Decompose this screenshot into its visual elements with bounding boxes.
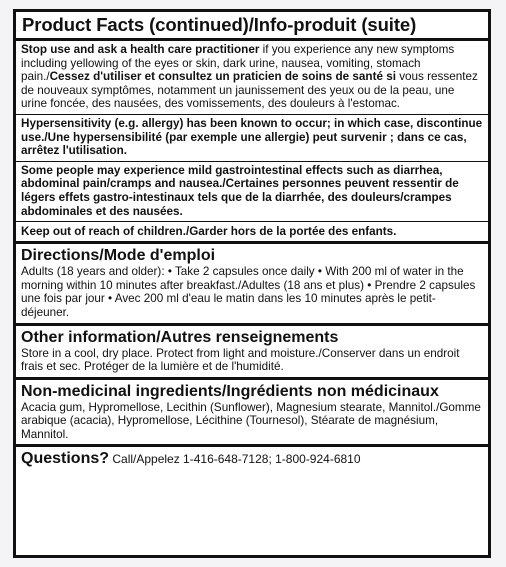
other-info-title: Other information/Autres renseignements — [21, 328, 339, 346]
questions-phone: Call/Appelez 1-416-648-7128; 1-800-924-6810 — [109, 452, 361, 467]
stop-use-text-en: if you experience any new symptoms including yellowing of the eyes or skin, dark urine, nausea, vomiting, stomach pain./ — [21, 43, 455, 84]
product-facts-panel — [13, 9, 491, 558]
non-medicinal-title: Non-medicinal ingredients/Ingrédients non médicinaux — [21, 382, 439, 400]
other-info-text: Store in a cool, dry place. Protect from light and moisture./Conserver dans un endroit frais et sec. Protéger de la lumière et de l'humidité. — [21, 346, 460, 374]
non-medicinal-section — [16, 380, 488, 448]
keep-out-section: Keep out of reach of children./Garder hors de la portée des enfants. — [16, 222, 488, 244]
other-info-section — [16, 326, 488, 380]
directions-section — [16, 244, 488, 325]
stop-use-lead-en: Stop use and ask a health care practitioner — [21, 43, 260, 56]
stop-use-lead-fr: Cessez d'utiliser et consultez un praticien de soins de santé si — [49, 70, 396, 84]
hypersensitivity-section: Hypersensitivity (e.g. allergy) has been known to occur; in which case, discontinue use./Une hypersensibilité (par exemple une allergie) peut survenir ; dans ce cas, arrêtez l'utilisation. — [16, 115, 488, 162]
questions-title: Questions? — [21, 450, 110, 468]
side-effects-section: Some people may experience mild gastrointestinal effects such as diarrhea, abdominal pain/cramps and nausea./Certaines personnes peuvent ressentir de légers effets gastro-intestinaux tels que de la diarrhée, des douleurs/crampes abdominales et des nausées. — [16, 162, 488, 222]
non-medicinal-text: Acacia gum, Hypromellose, Lecithin (Sunflower), Magnesium stearate, Mannitol./Gomme arabique (acacia), Hypromellose, Lécithine (Tournesol), Stéarate de magnésium, Mannitol. — [21, 400, 481, 441]
stop-use-section — [16, 41, 488, 115]
panel-title: Product Facts (continued)/Info-produit (suite) — [16, 12, 488, 41]
questions-section — [16, 447, 488, 473]
stop-use-text-fr: vous ressentez de nouveaux symptômes, notamment un jaunissement des yeux ou de la peau, une urine foncée, des nausées, des vomissements, des douleurs à l'estomac. — [21, 70, 478, 111]
directions-title: Directions/Mode d'emploi — [21, 247, 216, 265]
directions-text: Adults (18 years and older): • Take 2 capsules once daily • With 200 ml of water in the morning within 10 minutes after breakfast./Adultes (18 ans et plus) • Prendre 2 capsules une fois par jour • Avec 200 ml d'eau le matin dans les 10 minutes après le petit-déjeuner. — [21, 265, 476, 319]
